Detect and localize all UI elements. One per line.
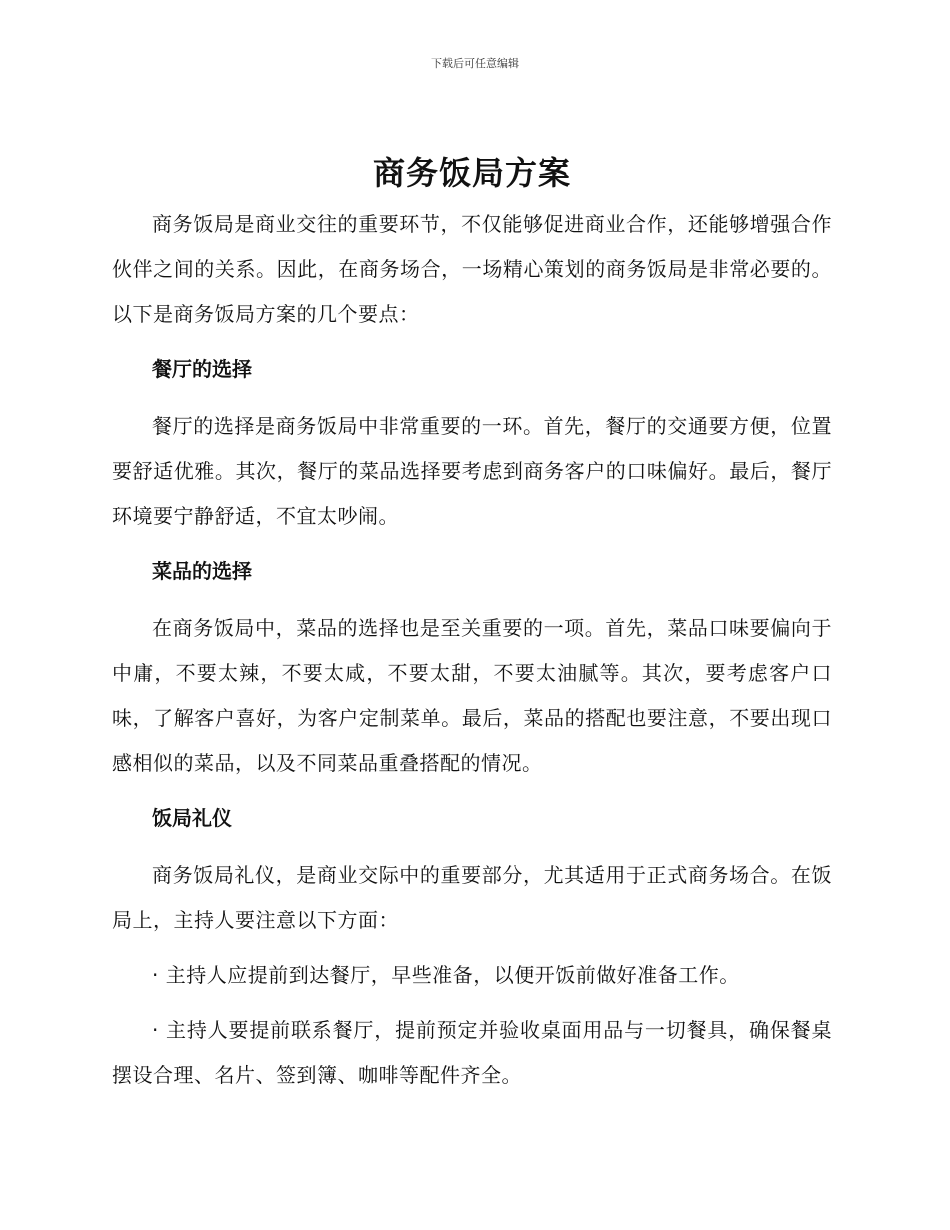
section-body-restaurant: 餐厅的选择是商务饭局中非常重要的一环。首先，餐厅的交通要方便，位置要舒适优雅。其次，餐厅的菜品选择要考虑到商务客户的口味偏好。最后，餐厅环境要宁静舒适，不宜太吵闹。 [112,414,832,528]
section-heading-restaurant: 餐厅的选择 [152,357,252,381]
header-note: 下载后可任意编辑 [431,57,519,70]
spacer [112,998,832,1008]
section-heading-dishes: 菜品的选择 [152,559,252,583]
section-body-dishes: 在商务饭局中，菜品的选择也是至关重要的一项。首先，菜品口味要偏向于中庸，不要太辣，不要太咸，不要太甜，不要太油腻等。其次，要考虑客户口味，了解客户喜好，为客户定制菜单。最后，菜品的搭配也要注意，不要出现口感相似的菜品，以及不同菜品重叠搭配的情况。 [112,616,832,775]
document-body [112,150,832,1098]
section-body-etiquette: 商务饭局礼仪，是商业交际中的重要部分，尤其适用于正式商务场合。在饭局上，主持人要注意以下方面： [112,863,832,932]
bullet-item: · 主持人要提前联系餐厅，提前预定并验收桌面用品与一切餐具，确保餐桌摆设合理、名片、签到簿、咖啡等配件齐全。 [112,1018,832,1087]
section-heading-etiquette: 饭局礼仪 [152,806,232,830]
spacer [112,943,832,953]
document-title: 商务饭局方案 [372,154,571,192]
intro-paragraph: 商务饭局是商业交往的重要环节，不仅能够促进商业合作，还能够增强合作伙伴之间的关系。因此，在商务场合，一场精心策划的商务饭局是非常必要的。以下是商务饭局方案的几个要点： [112,212,832,326]
bullet-item: · 主持人应提前到达餐厅，早些准备，以便开饭前做好准备工作。 [152,963,740,987]
